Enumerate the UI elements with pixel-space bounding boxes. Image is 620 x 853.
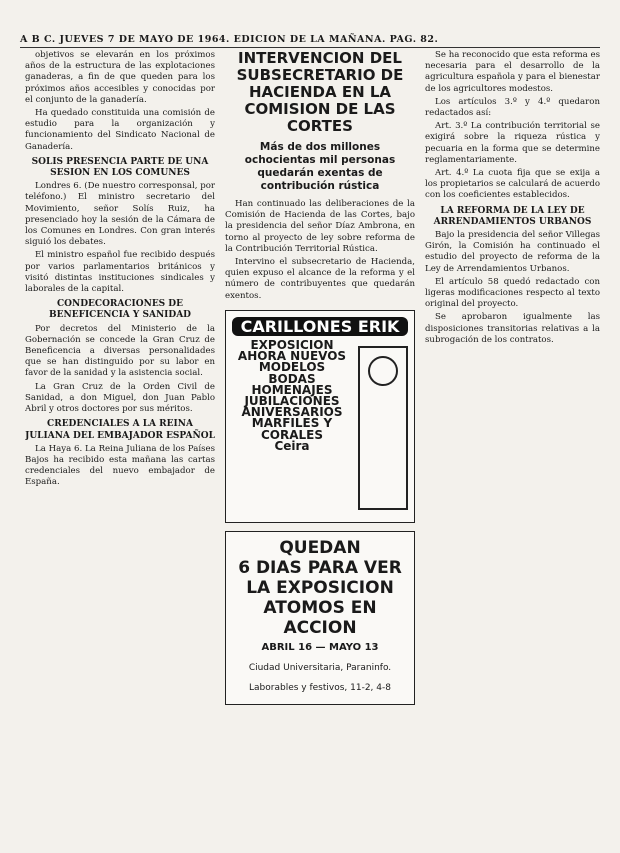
ad-line: AHORA NUEVOS MODELOS [237,349,347,375]
column-3 [425,50,600,830]
paragraph: Ha quedado constituida una comisión de estudio para la organización y funcionamiento del Sindicato Nacional de Ganadería. [25,108,215,152]
ad-line: BODAS [268,371,316,386]
ad-line: HOMENAJES [251,382,333,397]
paragraph: La Gran Cruz de la Orden Civil de Sanidad, a don Miguel, don Juan Pablo Abril y otros doctores por sus méritos. [25,381,215,415]
ad-line: QUEDAN [279,538,361,559]
ad-line: Laborables y festivos, 11-2, 4-8 [249,683,391,694]
paragraph: Se aprobaron igualmente las disposiciones transitorias relativas a la subrogación de los contratos. [425,312,600,345]
paragraph: Art. 3.º La contribución territorial se exigirá sobre la riqueza rústica y pecuaria en la forma que se determine reglamentariamente. [425,121,600,165]
page-header: A B C. JUEVES 7 DE MAYO DE 1964. EDICION DE LA MAÑANA. PAG. 82. [20,34,600,48]
ad-line: Ciudad Universitaria, Paraninfo. [248,663,392,674]
paragraph: Los artículos 3.º y 4.º quedaron redactados así: [425,96,600,119]
ad-title: CARILLONES ERIK [232,317,408,336]
ad-line: ABRIL 16 — MAYO 13 [261,642,379,654]
paragraph: Intervino el subsecretario de Hacienda, quien expuso el alcance de la reforma y el número de contribuyentes que quedarán exentos. [225,257,415,301]
headline: LA REFORMA DE LA LEY DE ARRENDAMIENTOS URBANOS [433,205,592,227]
clock-icon [358,346,408,510]
paragraph: Han continuado las deliberaciones de la Comisión de Hacienda de las Cortes, bajo la presidencia del señor Díaz Ambrona, en torno al proyecto de ley sobre reforma de la Contribución Territorial Rústica. [225,199,415,254]
ad-line: Ceira [274,438,310,453]
ad-line: MARFILES Y CORALES [251,416,333,442]
headline: CONDECORACIONES DE BENEFICENCIA Y SANIDAD [49,299,191,321]
main-headline: INTERVENCION DEL SUBSECRETARIO DE HACIENDA EN LA COMISION DE LAS CORTES [236,50,404,135]
ad-line: ANIVERSARIOS [241,405,343,420]
subheadline: Más de dos millones ochocientas mil personas quedarán exentas de contribución rústica [244,141,396,192]
column-2 [225,50,415,830]
headline: SOLIS PRESENCIA PARTE DE UNA SESION EN LOS COMUNES [31,156,209,179]
paragraph: Londres 6. (De nuestro corresponsal, por teléfono.) El ministro secretario del Movimiento, señor Solís Ruiz, ha presenciado hoy la sesión de la Cámara de los Comunes en Londres. Con gran interés siguió los debates. [25,181,215,248]
paragraph: El ministro español fue recibido después por varios parlamentarios británicos y visitó distintas instituciones sindicales y laborales de la capital. [25,250,215,295]
paragraph: La Haya 6. La Reina Juliana de los Países Bajos ha recibido esta mañana las cartas credenciales del nuevo embajador de España. [25,443,215,488]
paragraph: Bajo la presidencia del señor Villegas Girón, la Comisión ha continuado el estudio del proyecto de reforma de la Ley de Arrendamientos Urbanos. [425,230,600,274]
ad-line: EXPOSICION [250,338,334,353]
paragraph: objetivos se elevarán en los próximos años de la estructura de las explotaciones ganaderas, a fin de que queden para los próximos años accesibles y conocidas por el conjunto de la ganadería. [25,50,215,105]
paragraph: Art. 4.º La cuota fija que se exija a los propietarios se calculará de acuerdo con los coeficientes establecidos. [425,168,600,201]
ad-line: 6 DIAS PARA VER [238,558,402,579]
paragraph: Se ha reconocido que esta reforma es necesaria para el desarrollo de la agricultura española y para el bienestar de los agricultores modestos. [425,50,600,94]
paragraph: Por decretos del Ministerio de la Gobernación se concede la Gran Cruz de Beneficencia a diversas personalidades que se han distinguido por su labor en favor de la sanidad y la asistencia social. [25,323,215,379]
advertisement-carillones [225,310,415,523]
column-1 [25,50,215,830]
paragraph: El artículo 58 quedó redactado con ligeras modificaciones respecto al texto original del proyecto. [425,276,600,310]
headline: CREDENCIALES A LA REINA JULIANA DEL EMBAJADOR ESPAÑOL [25,419,215,441]
ad-line: LA EXPOSICION ATOMOS EN ACCION [246,578,394,639]
advertisement-exposicion [225,531,415,705]
ad-line: JUBILACIONES [244,394,340,409]
